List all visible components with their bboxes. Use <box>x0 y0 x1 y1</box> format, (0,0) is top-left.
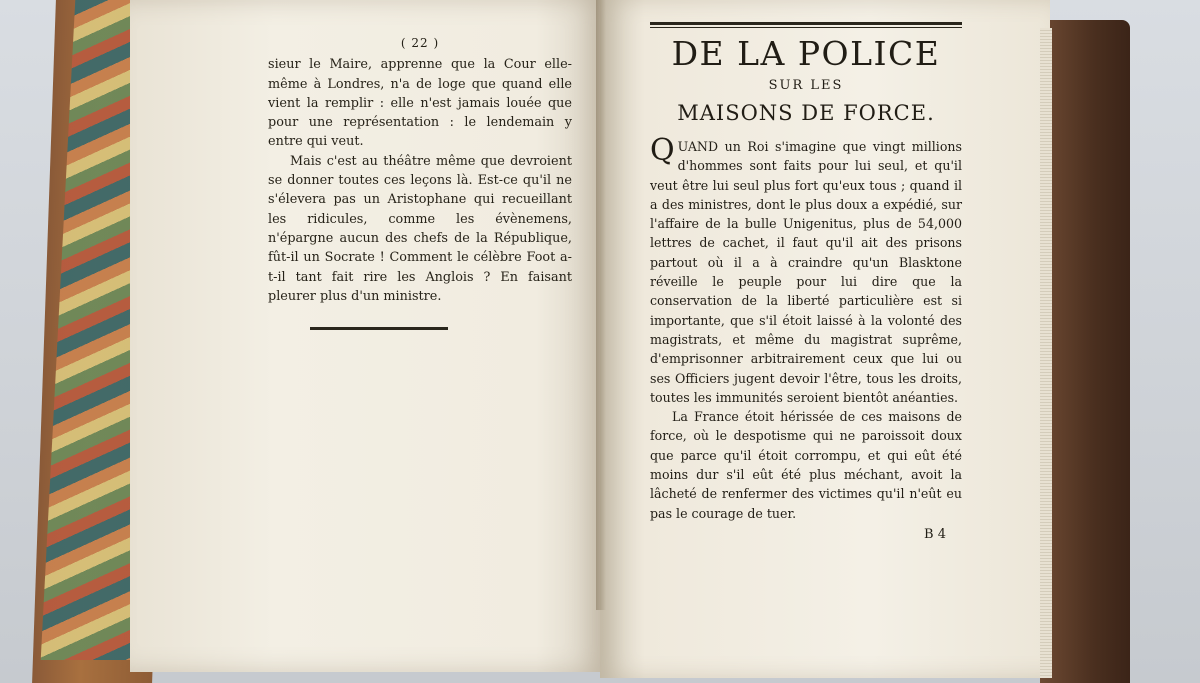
right-paragraph-1 <box>650 133 962 407</box>
left-page-text <box>268 34 572 306</box>
drop-cap: Q <box>650 133 675 168</box>
header-rule-thin <box>650 27 962 28</box>
left-paragraph-2: Mais c'est au théâtre même que devroient se donner toutes ces leçons là. Est-ce qu'il ne s'élevera pas un Aristophane qui recueillant les ridicules, comme les évènemens, n'épargne aucun des chefs de la République, fût-il un Socrate ! Comment le célèbre Foot a-t-il tant fait rire les Anglois ? En faisant pleurer plus d'un ministre. <box>268 153 572 304</box>
right-page-text <box>650 22 962 542</box>
book-cover-back <box>1040 20 1130 683</box>
page-number: ( 22 ) <box>400 36 440 50</box>
end-rule <box>310 327 448 330</box>
page-edges <box>1040 28 1052 678</box>
chapter-subtitle: SUR LES <box>768 78 844 93</box>
right-paragraph-1-text: UAND un Roi s'imagine que vingt millions d'hommes sont faits pour lui seul, et qu'il veut être lui seul plus fort qu'eux tous ; quand il a des ministres, dont le plus doux a expédié, sur l'affaire de la bulle Unigenitus, plus de 54,000 lettres de cachet, il faut qu'il ait des prisons partout où il a à craindre qu'un Blasktone réveille le peuple pour lui dire que la conservation de la liberté particulière est si importante, que s'il étoit laissé à la volonté des magistrats, et même du magistrat suprême, d'emprisonner arbitrairement ceux que lui ou ses Officiers jugent devoir l'être, tous les droits, toutes les immunités seroient bientôt anéanties. <box>650 139 962 405</box>
signature-mark: B 4 <box>924 526 946 542</box>
gutter-shadow <box>596 0 606 610</box>
header-rule <box>650 22 962 25</box>
chapter-title-2: MAISONS DE FORCE. <box>677 101 935 125</box>
chapter-body <box>650 133 962 523</box>
chapter-title: DE LA POLICE <box>671 34 941 73</box>
right-paragraph-2: La France étoit hérissée de ces maisons de force, où le despotisme qui ne paroissoit doux que parce qu'il étoit corrompu, et qui eût été moins dur s'il eût été plus méchant, avoit la lâcheté de renfermer des victimes qu'il n'eût eu pas le courage de tuer. <box>650 409 962 521</box>
left-paragraph-1: sieur le Maire, apprenne que la Cour elle-même à Londres, n'a de loge que quand elle vient la remplir : elle n'est jamais louée que pour une représentation : le lendemain y entre qui veut. <box>268 57 572 150</box>
